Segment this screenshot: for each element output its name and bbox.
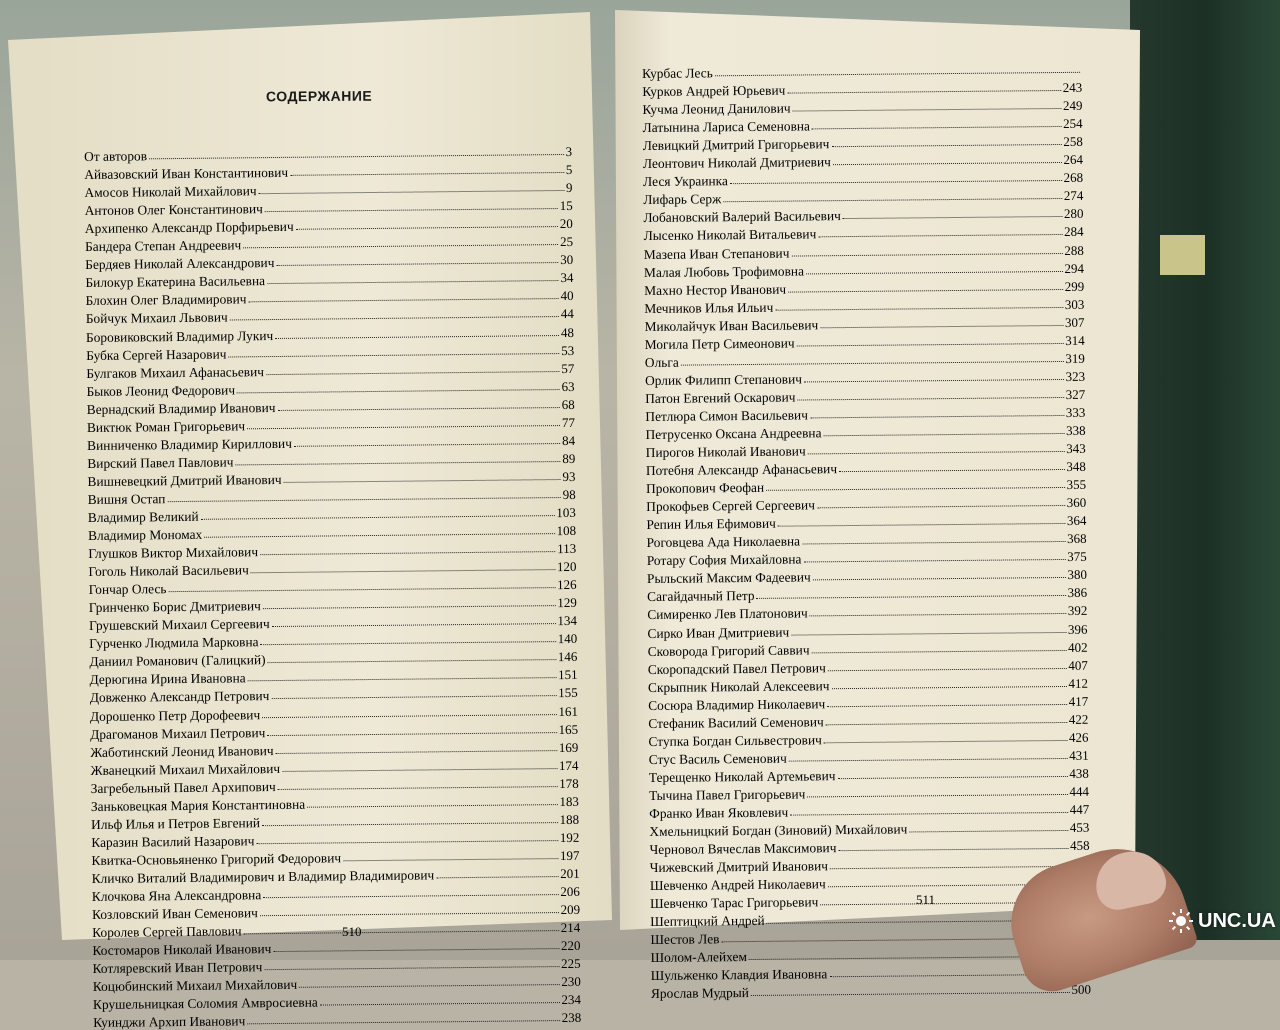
toc-entry-name: Шестов Лев: [650, 931, 720, 948]
toc-entry-name: Вишня Остап: [87, 491, 166, 507]
dot-leader: [715, 72, 1080, 77]
toc-entry-page: 113: [557, 540, 577, 557]
toc-entry-name: Миколайчук Иван Васильевич: [644, 317, 819, 334]
dot-leader: [830, 866, 1068, 869]
toc-entry-name: Гоголь Николай Васильевич: [88, 562, 249, 580]
dot-leader: [149, 154, 564, 159]
toc-entry-name: Курков Андрей Юрьевич: [642, 82, 786, 100]
dot-leader: [251, 569, 555, 573]
toc-entry-page: 192: [559, 829, 580, 845]
toc-entry-name: Лобановский Валерий Васильевич: [643, 208, 841, 226]
toc-entry-name: Сосюра Владимир Николаевич: [648, 695, 826, 713]
toc-entry-name: Глушков Виктор Михайлович: [88, 544, 259, 562]
toc-entry-name: Латынина Лариса Семеновна: [642, 118, 811, 136]
toc-entry-name: Вирский Павел Павлович: [87, 454, 234, 471]
dot-leader: [248, 298, 558, 302]
dot-leader: [265, 208, 558, 212]
dot-leader: [259, 190, 564, 194]
toc-entry-page: 444: [1069, 783, 1090, 799]
toc-entry-page: 68: [561, 396, 575, 412]
toc-entry-name: Стефаник Василий Семенович: [648, 714, 824, 731]
dot-leader: [247, 425, 560, 429]
toc-entry-name: Махно Нестор Иванович: [644, 281, 787, 298]
dot-leader: [290, 172, 564, 176]
toc-entry-name: Курбас Лесь: [642, 65, 713, 82]
toc-entry-page: 364: [1066, 512, 1087, 529]
toc-entry-name: Бубка Сергей Назарович: [86, 346, 227, 363]
dot-leader: [260, 912, 559, 916]
dot-leader: [296, 226, 558, 230]
toc-entry-name: Чижевский Дмитрий Иванович: [649, 858, 829, 876]
dot-leader: [730, 180, 1062, 184]
dot-leader: [256, 840, 557, 844]
dot-leader: [263, 605, 555, 609]
toc-entry-name: Орлик Филипп Степанович: [644, 371, 803, 388]
toc-entry-name: Костомаров Николай Иванович: [92, 941, 272, 959]
toc-entry-page: 161: [558, 703, 579, 719]
toc-entry-name: Ильф Илья и Петров Евгений: [91, 814, 261, 832]
toc-entry-name: Вернадский Владимир Иванович: [86, 399, 276, 417]
toc-entry-name: Шульженко Клавдия Ивановна: [650, 966, 828, 984]
dot-leader: [791, 252, 1062, 256]
toc-entry-name: Квитка-Основьяненко Григорий Федорович: [91, 850, 342, 868]
dot-leader: [230, 317, 559, 321]
toc-entry-name: Королев Сергей Павлович: [92, 923, 242, 941]
toc-entry-name: Прокопович Феофан: [646, 479, 765, 497]
toc-entry-name: Жаботинский Леонид Иванович: [90, 742, 274, 760]
dot-leader: [266, 371, 559, 375]
toc-entry-page: 458: [1069, 837, 1090, 853]
toc-entry-page: 426: [1068, 729, 1089, 745]
dot-leader: [766, 487, 1064, 491]
toc-entry-page: 89: [562, 450, 576, 466]
toc-entry-page: 197: [559, 847, 580, 863]
toc-entry-page: 201: [560, 865, 580, 881]
toc-entry-name: Заньковецкая Мария Константиновна: [90, 796, 306, 814]
toc-entry-page: 417: [1068, 693, 1089, 709]
toc-entry-name: Козловский Иван Семенович: [91, 905, 258, 922]
toc-entry-name: Прокофьев Сергей Сергеевич: [646, 497, 815, 515]
sun-logo-icon: [1168, 908, 1194, 934]
dot-leader: [284, 479, 561, 483]
toc-entry-page: 412: [1068, 675, 1089, 691]
toc-entry-page: 438: [1069, 765, 1089, 781]
dot-leader: [307, 804, 557, 808]
toc-entry-name: Левицкий Дмитрий Григорьевич: [642, 136, 830, 154]
dot-leader: [837, 776, 1067, 779]
dot-leader: [832, 686, 1067, 689]
toc-entry-name: Шевченко Андрей Николаевич: [649, 876, 826, 894]
toc-entry-name: Кличко Виталий Владимирович и Владимир Владимирович: [91, 867, 435, 886]
dot-leader: [804, 379, 1064, 382]
toc-entry-name: Леонтович Николай Дмитриевич: [642, 154, 831, 172]
toc-entry-page: 84: [562, 432, 576, 448]
dot-leader: [201, 515, 555, 520]
toc-entry-name: Амосов Николай Михайлович: [84, 183, 257, 201]
toc-entry-name: Дорошенко Петр Дорофеевич: [89, 706, 261, 724]
toc-entry-page: 165: [558, 721, 579, 737]
dot-leader: [272, 623, 556, 627]
toc-entry-page: 126: [557, 577, 577, 593]
toc-entry-page: 209: [560, 901, 581, 918]
toc-entry-page: 48: [560, 324, 575, 340]
dot-leader: [803, 559, 1065, 563]
dot-leader: [277, 407, 559, 411]
toc-entry-page: 303: [1064, 296, 1085, 312]
toc-entry-page: 453: [1069, 819, 1090, 835]
toc-entry-page: 230: [561, 974, 581, 990]
toc-entry-name: Гринченко Борис Дмитриевич: [88, 598, 261, 616]
toc-entry-name: Петлюра Симон Васильевич: [645, 407, 808, 424]
toc-entry-page: 146: [557, 649, 578, 665]
watermark: [1168, 908, 1276, 934]
dot-leader: [247, 1020, 559, 1024]
dot-leader: [833, 162, 1062, 165]
dot-leader: [827, 704, 1066, 707]
dot-leader: [810, 613, 1066, 616]
toc-entry-name: Ольга: [644, 354, 679, 370]
toc-entry-page: 57: [561, 360, 575, 376]
dot-leader: [243, 244, 558, 248]
toc-entry-page: 44: [560, 306, 574, 322]
toc-entry-name: Айвазовский Иван Константинович: [84, 164, 289, 183]
toc-entry-page: 34: [560, 270, 574, 286]
dot-leader: [817, 505, 1065, 508]
toc-entry-name: Кучма Леонид Данилович: [642, 100, 791, 118]
toc-entry-page: 343: [1066, 440, 1086, 456]
toc-entry-page: 447: [1069, 801, 1090, 817]
toc-entry-name: Гурченко Людмила Марковна: [89, 634, 259, 652]
toc-right-list: [642, 59, 1091, 1002]
toc-entry-page: 25: [559, 234, 574, 250]
toc-entry-page: 98: [562, 486, 576, 502]
toc-entry-name: Лифарь Серж: [643, 191, 722, 208]
toc-entry-page: 280: [1063, 206, 1084, 222]
toc-entry-page: 238: [561, 1010, 582, 1026]
toc-entry-name: Загребельный Павел Архипович: [90, 778, 276, 796]
toc-entry-name: Архипенко Александр Порфирьевич: [84, 219, 294, 237]
dot-leader: [778, 523, 1065, 527]
toc-entry-name: Шептицкий Андрей: [650, 913, 765, 930]
toc-entry-page: 380: [1067, 567, 1088, 583]
dot-leader: [909, 830, 1068, 833]
toc-entry-name: Бойчук Михаил Львович: [85, 309, 228, 327]
toc-entry-name: Могила Петр Симеонович: [644, 335, 795, 352]
toc-entry-name: Потебня Александр Афанасьевич: [645, 461, 838, 479]
toc-entry-page: 134: [557, 613, 578, 629]
dot-leader: [797, 343, 1064, 347]
toc-entry-name: Сирко Иван Дмитриевич: [647, 624, 790, 641]
dot-leader: [343, 858, 558, 861]
toc-entry-name: Симиренко Лев Платонович: [647, 605, 808, 623]
toc-entry-name: Мазепа Иван Степанович: [643, 245, 790, 262]
toc-entry-page: 396: [1067, 621, 1088, 637]
dot-leader: [828, 668, 1067, 671]
dot-leader: [843, 216, 1062, 219]
dot-leader: [820, 325, 1063, 328]
toc-entry-page: 288: [1064, 242, 1084, 258]
dot-leader: [278, 786, 558, 790]
toc-entry-name: Жванецкий Михаил Михайлович: [90, 760, 281, 778]
left-page-number: 510: [342, 924, 362, 939]
dot-leader: [802, 541, 1065, 545]
toc-entry-page: 294: [1064, 260, 1085, 276]
toc-entry-page: 431: [1069, 747, 1089, 763]
toc-entry-name: Коцюбинский Михаил Михайлович: [92, 977, 298, 995]
toc-entry-page: 220: [560, 937, 581, 954]
toc-entry-page: 234: [561, 992, 582, 1008]
watermark-text: UNC.UA: [1198, 909, 1276, 932]
toc-entry-name: Пирогов Николай Иванович: [645, 443, 806, 461]
toc-entry-page: 392: [1067, 603, 1088, 619]
toc-entry-page: 422: [1068, 711, 1089, 727]
dot-leader: [818, 234, 1062, 237]
toc-entry-page: 355: [1066, 476, 1087, 493]
dot-leader: [787, 90, 1060, 94]
dot-leader: [812, 126, 1061, 129]
toc-entry-page: 338: [1065, 422, 1086, 438]
toc-entry-page: 407: [1068, 657, 1088, 673]
toc-entry-name: Сагайдачный Петр: [647, 588, 755, 605]
toc-entry-page: 333: [1065, 404, 1086, 420]
dot-leader: [276, 262, 558, 266]
dot-leader: [751, 992, 1069, 996]
toc-entry-page: 3: [565, 143, 573, 160]
toc-left-list: [84, 141, 581, 1030]
toc-entry-name: Скрыпник Николай Алексеевич: [647, 677, 830, 695]
dot-leader: [808, 451, 1065, 454]
toc-entry-page: 20: [559, 216, 573, 232]
toc-entry-page: 40: [560, 288, 574, 304]
toc-entry-page: 348: [1066, 458, 1086, 475]
dot-leader: [813, 577, 1066, 580]
toc-entry-name: Антонов Олег Константинович: [84, 201, 263, 219]
toc-entry-page: 129: [557, 595, 577, 611]
dot-leader: [436, 876, 558, 878]
toc-entry-page: 254: [1063, 115, 1083, 132]
dot-leader: [320, 1002, 560, 1006]
toc-entry-name: Вишневецкий Дмитрий Иванович: [87, 471, 282, 489]
toc-entry-name: Ярослав Мудрый: [650, 985, 750, 1002]
dot-leader: [244, 930, 559, 934]
toc-entry-page: 169: [558, 739, 579, 755]
toc-entry-name: Рыльский Максим Фадеевич: [646, 569, 811, 587]
toc-entry-page: 249: [1062, 97, 1083, 114]
toc-entry-name: Виктюк Роман Григорьевич: [86, 418, 246, 435]
toc-entry-name: Куинджи Архип Иванович: [93, 1013, 246, 1030]
toc-entry-page: 319: [1065, 350, 1085, 366]
toc-entry-name: Франко Иван Яковлевич: [649, 804, 789, 821]
toc-entry-name: Тычина Павел Григорьевич: [648, 786, 806, 803]
toc-entry-name: Крушельницкая Соломия Амвросиевна: [92, 994, 318, 1013]
dot-leader: [826, 722, 1067, 725]
toc-entry-name: Быков Леонид Федорович: [86, 382, 236, 399]
dot-leader: [276, 750, 557, 754]
dot-leader: [806, 271, 1063, 274]
toc-entry-page: 103: [556, 504, 576, 521]
dot-leader: [775, 307, 1063, 311]
dot-leader: [294, 443, 560, 447]
toc-entry-name: Дерюгина Ирина Ивановна: [89, 670, 246, 688]
toc-entry-page: 360: [1066, 494, 1087, 511]
toc-entry-name: Билокур Екатерина Васильевна: [85, 273, 266, 291]
toc-entry-name: Боровиковский Владимир Лукич: [85, 327, 274, 345]
dot-leader: [263, 894, 558, 898]
toc-entry-page: 178: [559, 775, 579, 791]
toc-entry-page: 368: [1067, 531, 1087, 547]
toc-entry-name: Ротару София Михайловна: [646, 551, 802, 569]
toc-entry-name: Стус Василь Семенович: [648, 750, 787, 767]
dot-leader: [260, 551, 555, 555]
toc-entry-page: 500: [1071, 982, 1091, 998]
book-cover: [1130, 0, 1280, 940]
toc-entry-page: 108: [556, 522, 577, 539]
dot-leader: [824, 433, 1065, 436]
toc-entry-name: Малая Любовь Трофимовна: [643, 263, 805, 280]
dot-leader: [228, 353, 559, 357]
toc-entry-name: Клочкова Яна Александровна: [91, 887, 262, 904]
toc-entry-name: Патон Евгений Оскарович: [645, 389, 796, 406]
toc-entry-name: Бандера Степан Андреевич: [84, 237, 242, 255]
toc-entry-name: Роговцева Ада Николаевна: [646, 533, 801, 551]
dot-leader: [838, 848, 1068, 851]
toc-entry-name: Драгоманов Михаил Петрович: [90, 724, 266, 742]
toc-entry-page: 314: [1065, 332, 1085, 348]
toc-entry-name: От авторов: [84, 148, 148, 165]
dot-leader: [282, 768, 557, 772]
toc-entry-name: Шолом-Алейхем: [650, 949, 747, 966]
toc-entry-page: 264: [1063, 152, 1084, 168]
dot-leader: [264, 966, 559, 970]
toc-entry-name: Терещенко Николай Артемьевич: [648, 768, 836, 785]
dot-leader: [268, 659, 556, 663]
toc-entry-name: Владимир Великий: [87, 508, 199, 525]
toc-entry-page: 284: [1064, 224, 1084, 240]
toc-entry-page: 188: [559, 811, 580, 827]
dot-leader: [168, 587, 555, 592]
dot-leader: [267, 732, 556, 736]
dot-leader: [271, 696, 556, 700]
dot-leader: [299, 984, 559, 988]
dot-leader: [790, 812, 1068, 816]
toc-entry-name: Леся Украинка: [643, 173, 728, 190]
toc-entry-page: 258: [1063, 134, 1083, 150]
dot-leader: [237, 389, 560, 393]
dot-leader: [810, 415, 1064, 418]
dot-leader: [824, 740, 1067, 743]
dot-leader: [723, 198, 1061, 202]
toc-entry-name: Бердяев Николай Александрович: [85, 255, 275, 273]
dot-leader: [793, 108, 1061, 112]
dot-leader: [797, 397, 1063, 401]
toc-entry-name: Владимир Мономах: [88, 526, 203, 544]
toc-entry-page: 243: [1062, 79, 1083, 96]
toc-entry-name: Шевченко Тарас Григорьевич: [649, 894, 819, 912]
toc-entry-name: Черновол Вячеслав Максимович: [649, 840, 837, 858]
toc-entry-page: 174: [558, 757, 579, 773]
toc-entry-name: Ступка Богдан Сильвестрович: [648, 732, 822, 749]
toc-entry-page: 402: [1068, 639, 1088, 655]
toc-entry-name: Булгаков Михаил Афанасьевич: [86, 363, 265, 381]
toc-entry-page: 225: [561, 956, 581, 972]
toc-entry-name: Блохин Олег Владимирович: [85, 291, 247, 309]
toc-entry-page: 375: [1067, 549, 1087, 565]
toc-entry-page: 63: [561, 378, 575, 394]
toc-entry-page: 183: [559, 793, 579, 809]
toc-entry-name: Мечников Илья Ильич: [644, 299, 774, 316]
page-title: СОДЕРЖАНИЕ: [265, 87, 373, 105]
dot-leader: [681, 361, 1064, 366]
cover-highlight: [1160, 235, 1205, 275]
toc-entry-name: Винниченко Владимир Кириллович: [87, 435, 292, 453]
toc-entry-page: 140: [557, 631, 578, 647]
right-page-number: 511: [916, 892, 936, 907]
toc-entry-page: 299: [1064, 278, 1085, 294]
dot-leader: [204, 533, 554, 538]
dot-leader: [167, 497, 560, 502]
toc-entry-name: Каразин Василий Назарович: [91, 833, 255, 850]
toc-entry-page: 53: [561, 342, 575, 358]
toc-entry-page: 206: [560, 883, 580, 900]
toc-entry-name: Довженко Александр Петрович: [89, 688, 270, 706]
toc-entry-name: Хмельницкий Богдан (Зиновий) Михайлович: [649, 821, 908, 839]
dot-leader: [261, 641, 556, 645]
toc-entry-name: Даниил Романович (Галицкий): [89, 652, 266, 670]
toc-entry-name: Петрусенко Оксана Андреевна: [645, 425, 822, 442]
dot-leader: [248, 677, 556, 681]
dot-leader: [788, 289, 1063, 293]
toc-entry-page: 93: [562, 468, 576, 484]
dot-leader: [839, 469, 1064, 472]
toc-entry-page: 155: [558, 685, 578, 701]
toc-entry-name: Гончар Олесь: [88, 581, 167, 598]
toc-entry-page: 323: [1065, 368, 1086, 384]
toc-entry-page: 274: [1063, 188, 1084, 204]
dot-leader: [791, 631, 1066, 635]
dot-leader: [275, 335, 559, 339]
dot-leader: [267, 280, 558, 284]
toc-entry-page: 77: [561, 414, 575, 430]
toc-entry-name: Грушевский Михаил Сергеевич: [88, 616, 270, 634]
toc-entry-name: Репин Илья Ефимович: [646, 515, 776, 533]
dot-leader: [262, 714, 556, 718]
toc-entry-name: Котляревский Иван Петрович: [92, 959, 263, 977]
toc-entry-page: 15: [559, 198, 573, 214]
dot-leader: [235, 461, 560, 465]
toc-entry-page: 120: [556, 558, 577, 575]
dot-leader: [273, 948, 559, 952]
toc-entry-page: 151: [557, 667, 578, 683]
dot-leader: [262, 822, 558, 826]
toc-entry-name: Лысенко Николай Витальевич: [643, 226, 817, 244]
dot-leader: [812, 650, 1067, 653]
toc-entry-name: Сковорода Григорий Саввич: [647, 641, 810, 659]
dot-leader: [807, 794, 1067, 797]
toc-entry-name: Скоропадский Павел Петрович: [647, 659, 826, 677]
toc-entry-page: 307: [1064, 314, 1085, 330]
dot-leader: [757, 595, 1066, 599]
toc-entry-page: 30: [560, 252, 574, 268]
dot-leader: [831, 144, 1061, 147]
dot-leader: [789, 758, 1067, 762]
toc-entry-page: 327: [1065, 386, 1086, 402]
toc-entry-page: 386: [1067, 585, 1088, 601]
toc-entry-page: 214: [560, 919, 581, 936]
toc-entry-page: 9: [565, 180, 573, 196]
toc-entry-page: 5: [565, 161, 573, 178]
toc-entry-page: 268: [1063, 170, 1084, 186]
